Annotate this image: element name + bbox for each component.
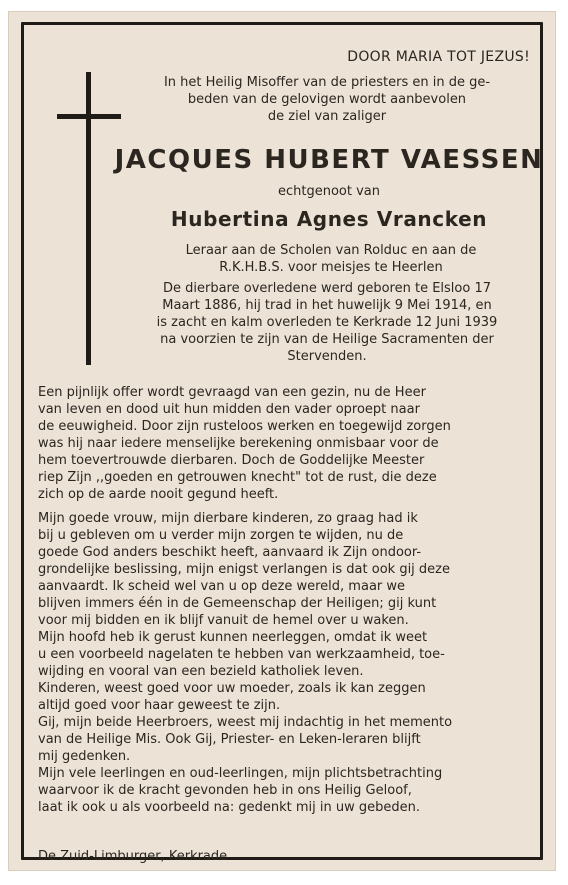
life-line: na voorzien te zijn van de Heilige Sacramenten der [160,332,494,347]
body-line: riep Zijn ,,goeden en getrouwen knecht" tot de rust, die deze [38,470,437,485]
life-line: Maart 1886, hij trad in het huwelijk 9 Mei 1914, en [162,298,492,313]
life-details [127,280,527,365]
body-line: van de Heilige Mis. Ook Gij, Priester- en Leken-leraren blijft [38,732,421,747]
spouse-label: echtgenoot van [277,184,380,199]
body-line: bij u gebleven om u verder mijn zorgen te wijden, nu de [38,528,404,543]
deceased-name: JACQUES HUBERT VAESSEN [114,145,544,175]
body-line: altijd goed voor haar geweest te zijn. [38,698,281,713]
body-line: Kinderen, weest goed voor uw moeder, zoals ik kan zeggen [38,681,426,696]
occupation-text [127,242,535,276]
motto: DOOR MARIA TOT JEZUS! [347,49,530,65]
body-line: wijding en vooral van een bezield katholiek leven. [38,664,364,679]
occupation-line: Leraar aan de Scholen van Rolduc en aan de [185,243,477,258]
body-line: Mijn vele leerlingen en oud-leerlingen, mijn plichtsbetrachting [38,766,443,781]
body-line: was hij naar iedere menselijke berekening onmisbaar voor de [38,436,439,451]
occupation-line: R.K.H.B.S. voor meisjes te Heerlen [219,260,443,275]
life-line: De dierbare overledene werd geboren te Elsloo 17 [162,281,491,296]
intro-line: de ziel van zaliger [267,109,387,124]
body-line: Gij, mijn beide Heerbroers, weest mij indachtig in het memento [38,715,453,730]
intro-line: In het Heilig Misoffer van de priesters en in de ge- [163,75,491,90]
body-line: de eeuwigheid. Door zijn rusteloos werken en toegewijd zorgen [38,419,451,434]
life-line: Stervenden. [287,349,367,364]
cross-icon-beam [57,114,121,119]
body-line: voor mij bidden en ik blijf vanuit de hemel over u waken. [38,613,409,628]
body-line: laat ik ook u als voorbeeld na: gedenkt mij in uw gebeden. [38,800,421,815]
body-line: Mijn hoofd heb ik gerust kunnen neerleggen, omdat ik weet [38,630,428,645]
intro-text [127,74,527,125]
memorial-card [9,12,555,870]
body-line: van leven en dood uit hun midden den vader oproept naar [38,402,420,417]
body-line: waarvoor ik de kracht gevonden heb in ons Heilig Geloof, [38,783,412,798]
intro-line: beden van de gelovigen wordt aanbevolen [187,92,467,107]
body-line: grondelijke beslissing, mijn enigst verlangen is dat ook gij deze [38,562,450,577]
body-line: aanvaardt. Ik scheid wel van u op deze wereld, maar we [38,579,406,594]
life-line: is zacht en kalm overleden te Kerkrade 12 Juni 1939 [156,315,498,330]
body-line: zich op de aarde nooit gegund heeft. [38,487,279,502]
body-line: blijven immers één in de Gemeenschap der Heiligen; gij kunt [38,596,437,611]
body-line: u een voorbeeld nagelaten te hebben van werkzaamheid, toe- [38,647,445,662]
body-line: mij gedenken. [38,749,131,764]
body-line: Een pijnlijk offer wordt gevraagd van een gezin, nu de Heer [38,385,426,400]
body-text [38,384,526,816]
printer-imprint: De Zuid-Limburger, Kerkrade [38,849,228,864]
body-line: hem toevertrouwde dierbaren. Doch de Goddelijke Meester [38,453,425,468]
body-line: Mijn goede vrouw, mijn dierbare kinderen, zo graag had ik [38,511,418,526]
spouse-name: Hubertina Agnes Vrancken [170,207,488,231]
body-line: goede God anders beschikt heeft, aanvaard ik Zijn ondoor- [38,545,422,560]
